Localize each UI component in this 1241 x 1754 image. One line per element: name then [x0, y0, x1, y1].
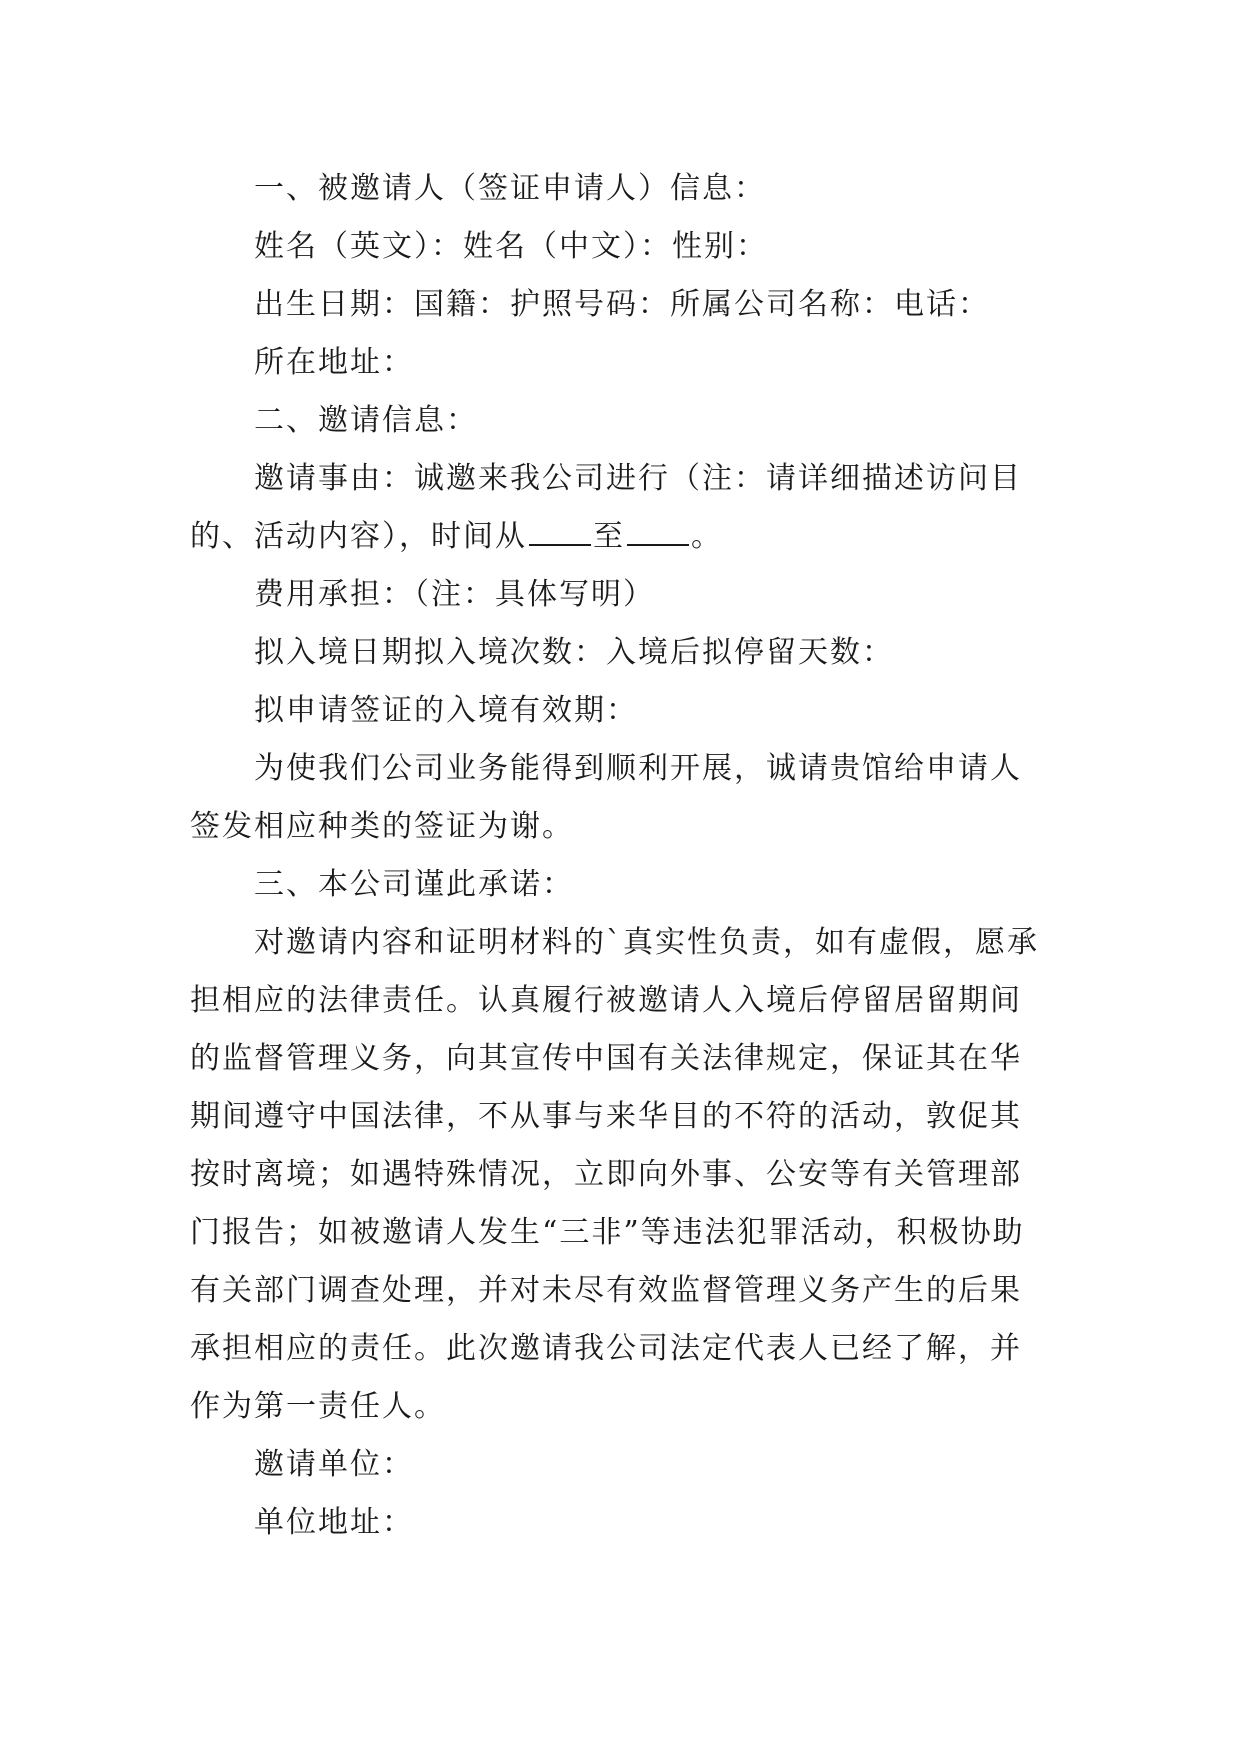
names-line: 姓名（英文）：姓名（中文）：性别： [254, 229, 768, 264]
validity-line: 拟申请签证的入境有效期： [254, 693, 638, 728]
document-body [190, 160, 1052, 1552]
inviter-address-line: 单位地址： [254, 1505, 414, 1540]
address-line: 所在地址： [254, 345, 414, 380]
birth-line: 出生日期：国籍：护照号码：所属公司名称：电话： [254, 287, 990, 322]
reason-to: 至 [593, 519, 625, 554]
entry-line: 拟入境日期拟入境次数：入境后拟停留天数： [254, 635, 894, 670]
cost-line: 费用承担：（注：具体写明） [254, 577, 655, 612]
inviter-line: 邀请单位： [254, 1447, 414, 1482]
reason-text: 邀请事由：诚邀来我公司进行（注：请详细描述访问目的、活动内容），时间从 [190, 461, 1022, 554]
start-date-blank [529, 518, 591, 546]
end-date-blank [627, 518, 689, 546]
section2-heading: 二、邀请信息： [254, 403, 478, 438]
reason-paragraph [190, 450, 1052, 566]
section3-heading: 三、本公司谨此承诺： [254, 867, 574, 902]
section1-heading: 一、被邀请人（签证申请人）信息： [254, 171, 766, 206]
request-paragraph: 为使我们公司业务能得到顺利开展，诚请贵馆给申请人签发相应种类的签证为谢。 [190, 751, 1022, 844]
reason-end: 。 [691, 519, 723, 554]
commitment-paragraph: 对邀请内容和证明材料的`真实性负责，如有虚假，愿承担相应的法律责任。认真履行被邀请人入境后停留居留期间的监督管理义务，向其宣传中国有关法律规定，保证其在华期间遵守中国法律，不从事与来华目的不符的活动，敦促其按时离境；如遇特殊情况，立即向外事、公安等有关管理部门报告；如被邀请人发生“三非”等违法犯罪活动，积极协助有关部门调查处理，并对未尽有效监督管理义务产生的后果承担相应的责任。此次邀请我公司法定代表人已经了解，并作为第一责任人。 [190, 925, 1039, 1424]
